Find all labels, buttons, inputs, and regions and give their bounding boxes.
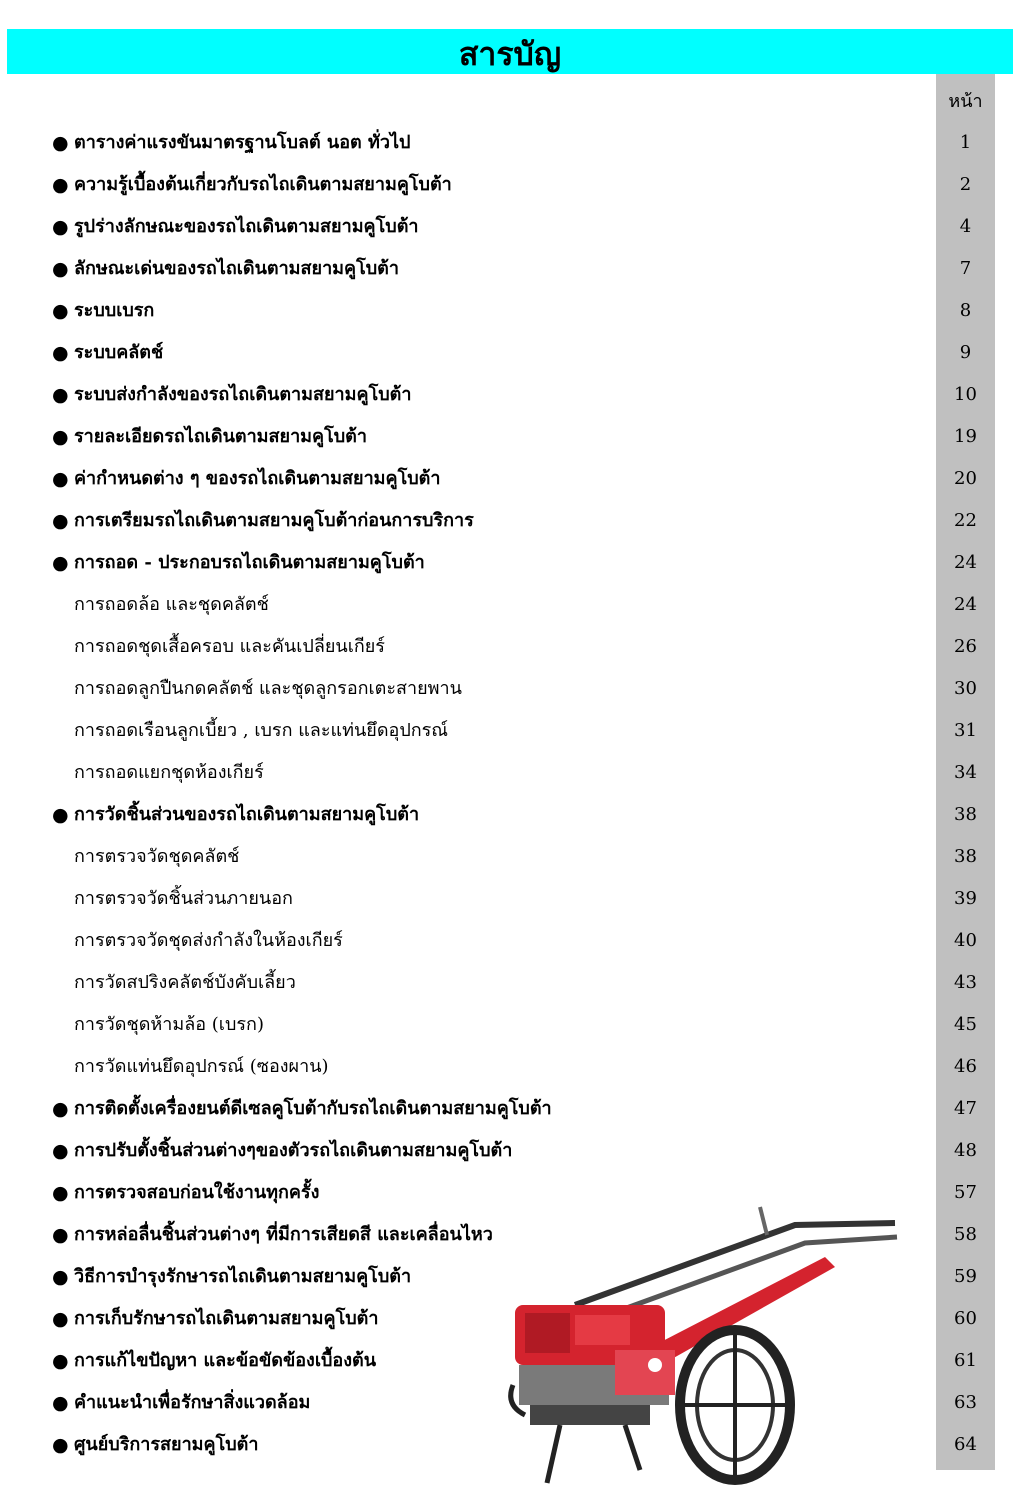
toc-entry-label: การเก็บรักษารถไถเดินตามสยามคูโบต้า: [74, 1308, 379, 1329]
page-column-header: หน้า: [948, 91, 983, 112]
toc-entry-page: 38: [954, 846, 977, 867]
bullet-icon: ●: [52, 1392, 69, 1414]
bullet-icon: ●: [52, 216, 69, 238]
toc-entry-page: 9: [959, 342, 972, 363]
toc-entry: [0, 836, 1019, 878]
toc-entry-page: 30: [954, 678, 977, 699]
toc-entry-page: 4: [959, 216, 972, 237]
toc-entry-page: 39: [954, 888, 977, 909]
toc-entry-label: ศูนย์บริการสยามคูโบต้า: [74, 1434, 259, 1455]
toc-entry-page: 1: [959, 132, 972, 153]
toc-entry: [0, 710, 1019, 752]
toc-entry: [0, 500, 1019, 542]
bullet-icon: ●: [52, 1098, 69, 1120]
toc-entry-label: คำแนะนำเพื่อรักษาสิ่งแวดล้อม: [74, 1392, 311, 1413]
toc-entry-page: 8: [959, 300, 972, 321]
bullet-icon: ●: [52, 174, 69, 196]
toc-entry-page: 20: [954, 468, 977, 489]
toc-entry-label: ระบบเบรก: [74, 300, 155, 321]
toc-entry-label: การวัดชุดห้ามล้อ (เบรก): [74, 1014, 264, 1035]
toc-entry: [0, 920, 1019, 962]
toc-entry-page: 58: [954, 1224, 977, 1245]
toc-entry-label: การปรับตั้งชิ้นส่วนต่างๆของตัวรถไถเดินตามสยามคูโบต้า: [74, 1140, 513, 1161]
toc-entry-page: 46: [954, 1056, 977, 1077]
bullet-icon: ●: [52, 804, 69, 826]
toc-entry-page: 48: [954, 1140, 977, 1161]
toc-entry-label: ความรู้เบื้องต้นเกี่ยวกับรถไถเดินตามสยามคูโบต้า: [74, 174, 452, 195]
toc-entry: [0, 962, 1019, 1004]
toc-entry-label: การวัดสปริงคลัตช์บังคับเลี้ยว: [74, 972, 296, 993]
toc-entry-page: 57: [954, 1182, 977, 1203]
toc-entry-label: ตารางค่าแรงขันมาตรฐานโบลต์ นอต ทั่วไป: [74, 132, 411, 153]
toc-entry-label: รูปร่างลักษณะของรถไถเดินตามสยามคูโบต้า: [74, 216, 419, 237]
bullet-icon: ●: [52, 258, 69, 280]
toc-entry-page: 60: [954, 1308, 977, 1329]
toc-entry-label: การวัดชิ้นส่วนของรถไถเดินตามสยามคูโบต้า: [74, 804, 420, 825]
toc-entry: [0, 626, 1019, 668]
toc-entry-label: การตรวจสอบก่อนใช้งานทุกครั้ง: [74, 1182, 320, 1203]
toc-entry-label: การถอดเรือนลูกเบี้ยว , เบรก และแท่นยึดอุปกรณ์: [74, 720, 449, 741]
toc-entry-page: 24: [954, 594, 977, 615]
toc-entry-label: การถอดลูกปืนกดคลัตช์ และชุดลูกรอกเตะสายพาน: [74, 678, 462, 699]
toc-entry-page: 2: [959, 174, 972, 195]
toc-entry: [0, 290, 1019, 332]
page-title: สารบัญ: [458, 35, 562, 73]
bullet-icon: ●: [52, 300, 69, 322]
toc-entry: [0, 458, 1019, 500]
toc-entry-page: 10: [954, 384, 977, 405]
toc-entry: [0, 416, 1019, 458]
bullet-icon: ●: [52, 1308, 69, 1330]
toc-entry-label: ระบบคลัตช์: [74, 342, 164, 363]
bullet-icon: ●: [52, 1182, 69, 1204]
toc-entry-label: การติดตั้งเครื่องยนต์ดีเซลคูโบต้ากับรถไถเดินตามสยามคูโบต้า: [74, 1098, 552, 1119]
toc-entry-page: 7: [959, 258, 972, 279]
bullet-icon: ●: [52, 426, 69, 448]
bullet-icon: ●: [52, 468, 69, 490]
toc-entry: [0, 164, 1019, 206]
bullet-icon: ●: [52, 1350, 69, 1372]
bullet-icon: ●: [52, 1224, 69, 1246]
toc-entry: [0, 1130, 1019, 1172]
toc-entry-label: การตรวจวัดชิ้นส่วนภายนอก: [74, 888, 293, 909]
bullet-icon: ●: [52, 1266, 69, 1288]
toc-entry-page: 38: [954, 804, 977, 825]
toc-entry: [0, 794, 1019, 836]
toc-entry-page: 43: [954, 972, 977, 993]
toc-entry-page: 61: [954, 1350, 977, 1371]
toc-entry-label: การแก้ไขปัญหา และข้อขัดข้องเบื้องต้น: [74, 1350, 377, 1371]
toc-entry: [0, 248, 1019, 290]
toc-entry-page: 45: [954, 1014, 977, 1035]
toc-entry-page: 22: [954, 510, 977, 531]
toc-entry-page: 63: [954, 1392, 977, 1413]
toc-entry-label: รายละเอียดรถไถเดินตามสยามคูโบต้า: [74, 426, 367, 447]
toc-entry-page: 59: [954, 1266, 977, 1287]
toc-entry-label: การถอดชุดเสื้อครอบ และคันเปลี่ยนเกียร์: [74, 636, 385, 657]
tractor-image: [505, 1195, 900, 1485]
toc-entry-label: การวัดแท่นยึดอุปกรณ์ (ซองผาน): [74, 1056, 329, 1077]
bullet-icon: ●: [52, 510, 69, 532]
toc-entry-label: การเตรียมรถไถเดินตามสยามคูโบต้าก่อนการบริการ: [74, 510, 474, 531]
toc-entry-label: วิธีการบำรุงรักษารถไถเดินตามสยามคูโบต้า: [74, 1266, 412, 1287]
toc-entry-page: 47: [954, 1098, 977, 1119]
toc-entry-label: การถอดแยกชุดห้องเกียร์: [74, 762, 264, 783]
toc-entry-page: 24: [954, 552, 977, 573]
bullet-icon: ●: [52, 132, 69, 154]
toc-entry-label: ค่ากำหนดต่าง ๆ ของรถไถเดินตามสยามคูโบต้า: [74, 468, 441, 489]
toc-entry-label: การหล่อลื่นชิ้นส่วนต่างๆ ที่มีการเสียดสี และเคลื่อนไหว: [74, 1224, 493, 1245]
bullet-icon: ●: [52, 1434, 69, 1456]
toc-entry-page: 19: [954, 426, 977, 447]
toc-entry-page: 26: [954, 636, 977, 657]
toc-entry-label: การตรวจวัดชุดคลัตช์: [74, 846, 240, 867]
toc-entry-label: ระบบส่งกำลังของรถไถเดินตามสยามคูโบต้า: [74, 384, 412, 405]
bullet-icon: ●: [52, 384, 69, 406]
bullet-icon: ●: [52, 342, 69, 364]
toc-entry-label: ลักษณะเด่นของรถไถเดินตามสยามคูโบต้า: [74, 258, 399, 279]
toc-entry: [0, 1046, 1019, 1088]
toc-entry: [0, 752, 1019, 794]
toc-entry-page: 34: [954, 762, 977, 783]
toc-entry: [0, 1004, 1019, 1046]
toc-entry: [0, 1088, 1019, 1130]
toc-entry: [0, 332, 1019, 374]
toc-entry: [0, 584, 1019, 626]
bullet-icon: ●: [52, 552, 69, 574]
toc-entry-page: 40: [954, 930, 977, 951]
toc-entry: [0, 878, 1019, 920]
toc-entry: [0, 374, 1019, 416]
toc-entry: [0, 668, 1019, 710]
toc-entry-label: การถอดล้อ และชุดคลัตช์: [74, 594, 269, 615]
toc-entry: [0, 206, 1019, 248]
toc-entry: [0, 542, 1019, 584]
toc-entry: [0, 122, 1019, 164]
toc-entry-page: 31: [954, 720, 977, 741]
toc-entry-label: การถอด - ประกอบรถไถเดินตามสยามคูโบต้า: [74, 552, 425, 573]
toc-entry-page: 64: [954, 1434, 977, 1455]
bullet-icon: ●: [52, 1140, 69, 1162]
toc-entry-label: การตรวจวัดชุดส่งกำลังในห้องเกียร์: [74, 930, 343, 951]
title-bar: [7, 29, 1013, 74]
